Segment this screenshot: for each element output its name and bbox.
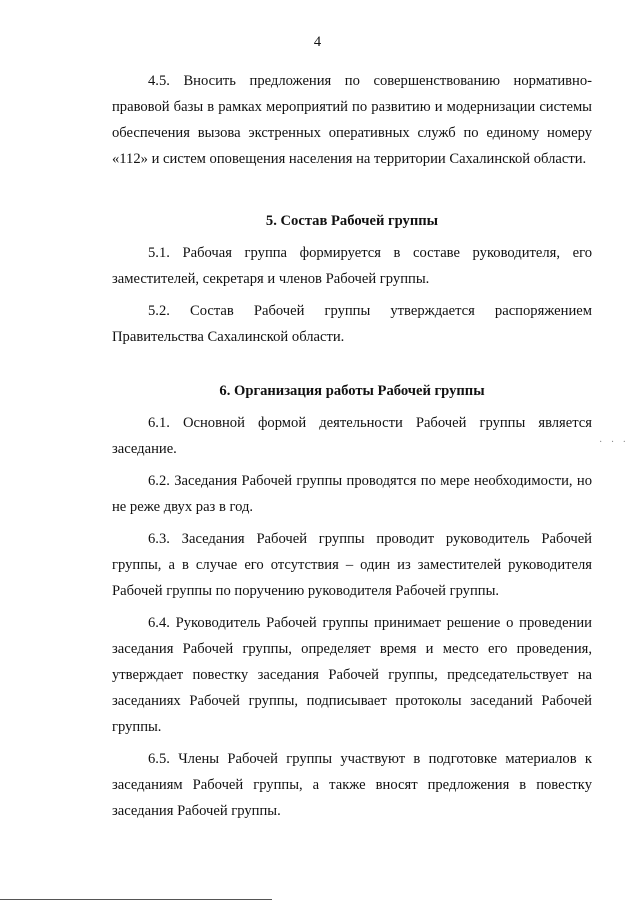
paragraph-6-2: 6.2. Заседания Рабочей группы проводятся по мере необходимости, но не реже двух раз в год.: [112, 473, 592, 515]
paragraph-5-2: 5.2. Состав Рабочей группы утверждается распоряжением Правительства Сахалинской области.: [112, 303, 592, 345]
paragraph-6-4: 6.4. Руководитель Рабочей группы принимает решение о проведении заседания Рабочей группы, определяет время и место его проведения, утверждает повестку заседания Рабочей группы, председательствует на заседаниях Рабочей группы, подписывает протоколы заседаний Рабочей группы.: [112, 615, 592, 735]
paragraph-6-5: 6.5. Члены Рабочей группы участвуют в подготовке материалов к заседаниям Рабочей группы, а также вносят предложения в повестку заседания Рабочей группы.: [112, 751, 592, 819]
section-heading-5: 5. Состав Рабочей группы: [265, 213, 439, 229]
document-body: [112, 68, 592, 830]
section-heading-6: 6. Организация работы Рабочей группы: [219, 383, 485, 399]
paragraph-4-5: 4.5. Вносить предложения по совершенствованию нормативно-правовой базы в рамках мероприятий по развитию и модернизации системы обеспечения вызова экстренных оперативных служб по единому номеру «112» и систем оповещения населения на территории Сахалинской области.: [112, 73, 592, 167]
paragraph-6-1: 6.1. Основной формой деятельности Рабочей группы является заседание.: [112, 415, 592, 457]
paragraph-5-1: 5.1. Рабочая группа формируется в составе руководителя, его заместителей, секретаря и членов Рабочей группы.: [112, 245, 592, 287]
scan-edge-mark: · · ·: [599, 437, 629, 448]
page-number: 4: [313, 34, 322, 50]
footnote-separator-line: [0, 899, 272, 900]
paragraph-6-3: 6.3. Заседания Рабочей группы проводит руководитель Рабочей группы, а в случае его отсутствия – один из заместителей руководителя Рабочей группы по поручению руководителя Рабочей группы.: [112, 531, 592, 599]
